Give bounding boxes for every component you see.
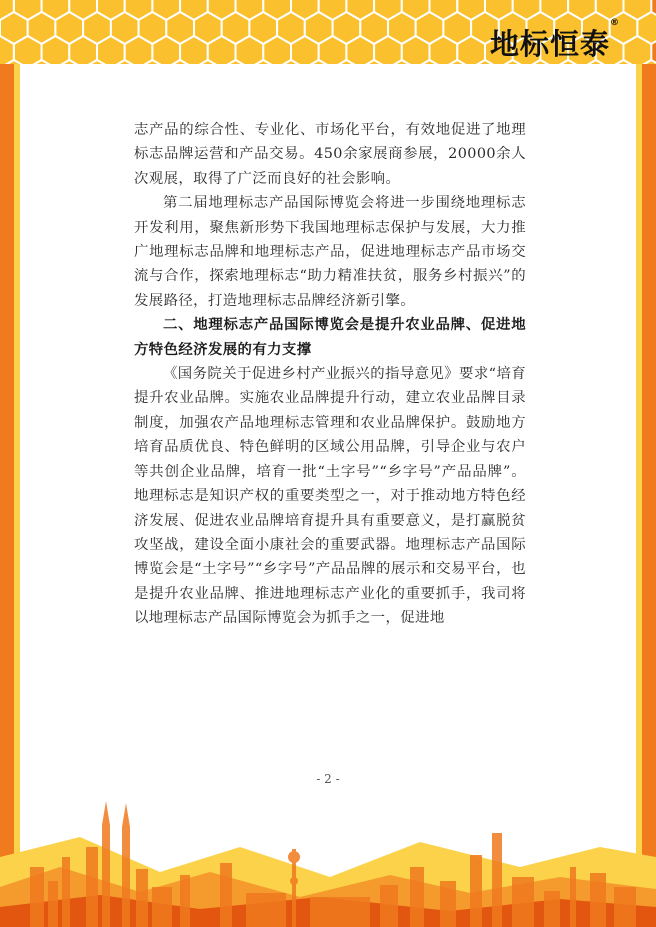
header-honeycomb-band (0, 0, 656, 64)
brand-logo (489, 18, 620, 63)
document-body (134, 118, 526, 631)
paragraph-3: 《国务院关于促进乡村产业振兴的指导意见》要求“培育提升农业品牌。实施农业品牌提升行动，建立农业品牌目录制度，加强农产品地理标志管理和农业品牌保护。鼓励地方培育品质优良、特色鲜明的区域公用品牌，引导企业与农户等共创企业品牌，培育一批“土字号”“乡字号”产品品牌”。地理标志是知识产权的重要类型之一，对于推动地方特色经济发展、促进农业品牌培育提升具有重要意义，是打赢脱贫攻坚战，建设全面小康社会的重要武器。地理标志产品国际博览会是“土字号”“乡字号”产品品牌的展示和交易平台，也是提升农业品牌、推进地理标志产业化的重要抓手，我司将以地理标志产品国际博览会为抓手之一，促进地 (134, 366, 526, 627)
city-skyline-decoration (0, 797, 656, 927)
right-border-stripe (636, 40, 642, 870)
brand-logo-text: 地标恒泰 (489, 27, 610, 61)
paragraph-1: 志产品的综合性、专业化、市场化平台，有效地促进了地理标志品牌运营和产品交易。450余家展商参展，20000余人次观展，取得了广泛而良好的社会影响。 (134, 122, 526, 187)
registered-mark: ® (610, 18, 620, 28)
page-number: - 2 - (316, 772, 340, 786)
section-heading: 二、地理标志产品国际博览会是提升农业品牌、促进地方特色经济发展的有力支撑 (134, 317, 526, 358)
left-border-stripe (14, 40, 20, 870)
paragraph-2: 第二届地理标志产品国际博览会将进一步围绕地理标志开发利用，聚焦新形势下我国地理标志保护与发展，大力推广地理标志品牌和地理标志产品，促进地理标志产品市场交流与合作，探索地理标志“助力精准扶贫，服务乡村振兴”的发展路径，打造地理标志品牌经济新引擎。 (134, 195, 526, 309)
